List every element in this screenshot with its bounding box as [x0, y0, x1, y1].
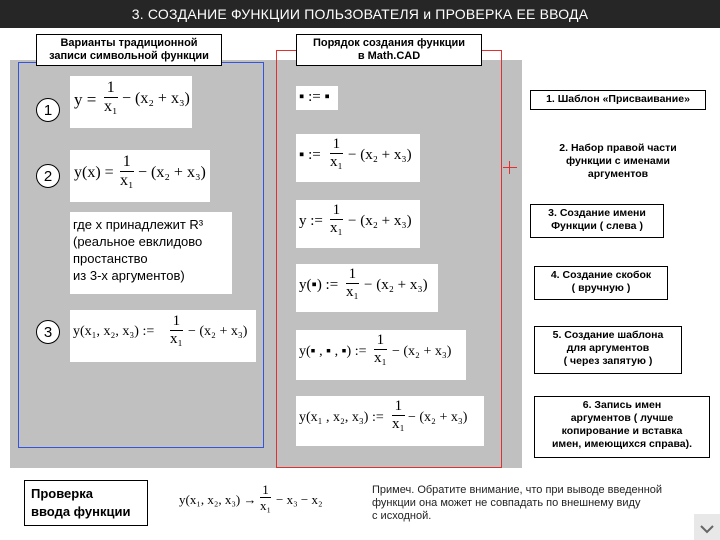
note-line: аргументов — [587, 168, 649, 180]
resize-grip-icon[interactable] — [694, 514, 720, 540]
note-line: 5. Создание шаблона — [552, 329, 664, 341]
step3-formula — [296, 200, 420, 248]
formula-fraction — [330, 203, 343, 236]
fraction-denominator: x₁ — [374, 350, 387, 366]
check-line: ввода функции — [31, 504, 131, 519]
step1-formula — [296, 86, 338, 110]
fraction-denominator: x₁ — [330, 154, 343, 170]
formula-lhs: y(x₁ , x₂, x₃) := — [299, 410, 384, 425]
text-line: простанство — [73, 251, 148, 266]
step-note-5 — [534, 326, 682, 374]
note-line: ( вручную ) — [571, 282, 631, 294]
formula-rest: − (x₂ + x₃) — [408, 410, 468, 425]
formula-rest: − x₃ − x₂ — [276, 492, 323, 507]
formula-fraction — [346, 267, 359, 300]
formula-lhs: y = — [74, 90, 97, 109]
note-line: ( через запятую ) — [563, 355, 653, 367]
page-title: 3. СОЗДАНИЕ ФУНКЦИИ ПОЛЬЗОВАТЕЛЯ и ПРОВЕРКА ЕЕ ВВОДА — [0, 0, 720, 28]
formula-fraction — [104, 80, 118, 115]
note-line: аргументов ( лучше — [570, 412, 674, 424]
formula-rest: − (x₂ + x₃) — [188, 324, 248, 339]
note-line: 2. Набор правой части — [559, 142, 677, 154]
formula-rest: − (x₂ + x₃) — [348, 147, 412, 163]
formula-lhs: y(x₁, x₂, x₃) := — [73, 324, 155, 339]
text-line: из 3-х аргументов) — [73, 268, 185, 283]
formula-variant-3 — [70, 310, 256, 362]
variant-number-3: 3 — [36, 320, 60, 344]
step-note-6 — [534, 396, 710, 458]
note-line: функции с именами — [566, 155, 670, 167]
fraction-denominator: x₁ — [120, 172, 134, 189]
mathcad-steps-header — [296, 34, 482, 66]
step-note-2 — [530, 140, 706, 188]
note-line: 4. Создание скобок — [550, 269, 652, 281]
fraction-numerator: 1 — [376, 332, 385, 348]
fraction-numerator: 1 — [106, 79, 115, 96]
fraction-denominator: x₁ — [104, 98, 118, 115]
formula-fraction — [330, 137, 343, 170]
note-line: имен, имеющихся справа). — [551, 438, 693, 450]
note-line: 3. Создание имени — [548, 207, 646, 219]
header-line: в Math.CAD — [357, 50, 421, 62]
fraction-numerator: 1 — [262, 482, 269, 497]
traditional-variants-header — [36, 34, 222, 66]
fraction-numerator: 1 — [332, 202, 341, 218]
variant-number-1: 1 — [36, 98, 60, 122]
step5-formula — [296, 330, 466, 380]
connector-line — [503, 167, 517, 168]
check-input-label — [24, 480, 148, 526]
step2-formula — [296, 134, 420, 182]
formula-rest: − (x₂ + x₃) — [392, 344, 452, 359]
fraction-numerator: 1 — [348, 266, 357, 282]
formula-lhs: y := — [299, 213, 323, 229]
header-line: Порядок создания функции — [312, 37, 466, 49]
formula-text: ▪ := ▪ — [299, 89, 330, 105]
note-line: 6. Запись имен — [582, 399, 662, 411]
step-note-3 — [530, 204, 664, 238]
fraction-denominator: x₁ — [330, 220, 343, 236]
variant-number-2: 2 — [36, 164, 60, 188]
formula-lhs: y(▪ , ▪ , ▪) := — [299, 344, 367, 359]
formula-variant-2 — [70, 150, 210, 202]
fraction-denominator: x₁ — [346, 284, 359, 300]
header-line: Варианты традиционной — [60, 37, 198, 49]
fraction-denominator: x₁ — [392, 416, 405, 432]
check-formula — [176, 480, 324, 522]
note-line: Функции ( слева ) — [551, 220, 643, 232]
footnote-line: функции она может не совпадать по внешнему виду — [372, 497, 641, 509]
step6-formula — [296, 396, 484, 446]
footnote — [372, 484, 712, 523]
note-line: копирование и вставка — [561, 425, 683, 437]
connector-line — [509, 161, 510, 174]
formula-fraction — [120, 154, 134, 189]
formula-variant-1 — [70, 76, 192, 128]
r3-description — [70, 212, 232, 294]
formula-fraction — [392, 399, 405, 432]
fraction-numerator: 1 — [172, 313, 181, 329]
formula-lhs: y(▪) := — [299, 277, 339, 293]
formula-rest: − (x₂ + x₃) — [348, 213, 412, 229]
formula-lhs: y(x₁, x₂, x₃) → — [179, 492, 257, 507]
formula-fraction — [374, 333, 387, 366]
note-line: 1. Шаблон «Присваивание» — [546, 93, 690, 105]
step-note-1 — [530, 90, 706, 110]
fraction-numerator: 1 — [394, 398, 403, 414]
footnote-line: Примеч. Обратите внимание, что при выводе введенной — [372, 484, 663, 496]
fraction-denominator: x₁ — [170, 331, 183, 347]
formula-rest: − (x₂ + x₃) — [364, 277, 428, 293]
step-note-4 — [534, 266, 668, 300]
fraction-denominator: x₁ — [260, 498, 272, 513]
check-line: Проверка — [31, 486, 93, 501]
header-line: записи символьной функции — [49, 50, 209, 62]
fraction-numerator: 1 — [122, 153, 131, 170]
formula-fraction — [260, 483, 271, 512]
text-line: где х принадлежит R³ — [73, 217, 204, 232]
formula-lhs: y(x) = — [74, 164, 114, 181]
text-line: (реальное евклидово — [73, 234, 203, 249]
step4-formula — [296, 264, 438, 312]
fraction-numerator: 1 — [332, 136, 341, 152]
note-line: для аргументов — [566, 342, 650, 354]
formula-fraction — [170, 314, 183, 347]
formula-rest: − (x₂ + x₃) — [138, 164, 206, 181]
formula-lhs: ▪ := — [299, 147, 321, 163]
footnote-line: с исходной. — [372, 510, 432, 522]
formula-rest: − (x₂ + x₃) — [122, 90, 190, 107]
